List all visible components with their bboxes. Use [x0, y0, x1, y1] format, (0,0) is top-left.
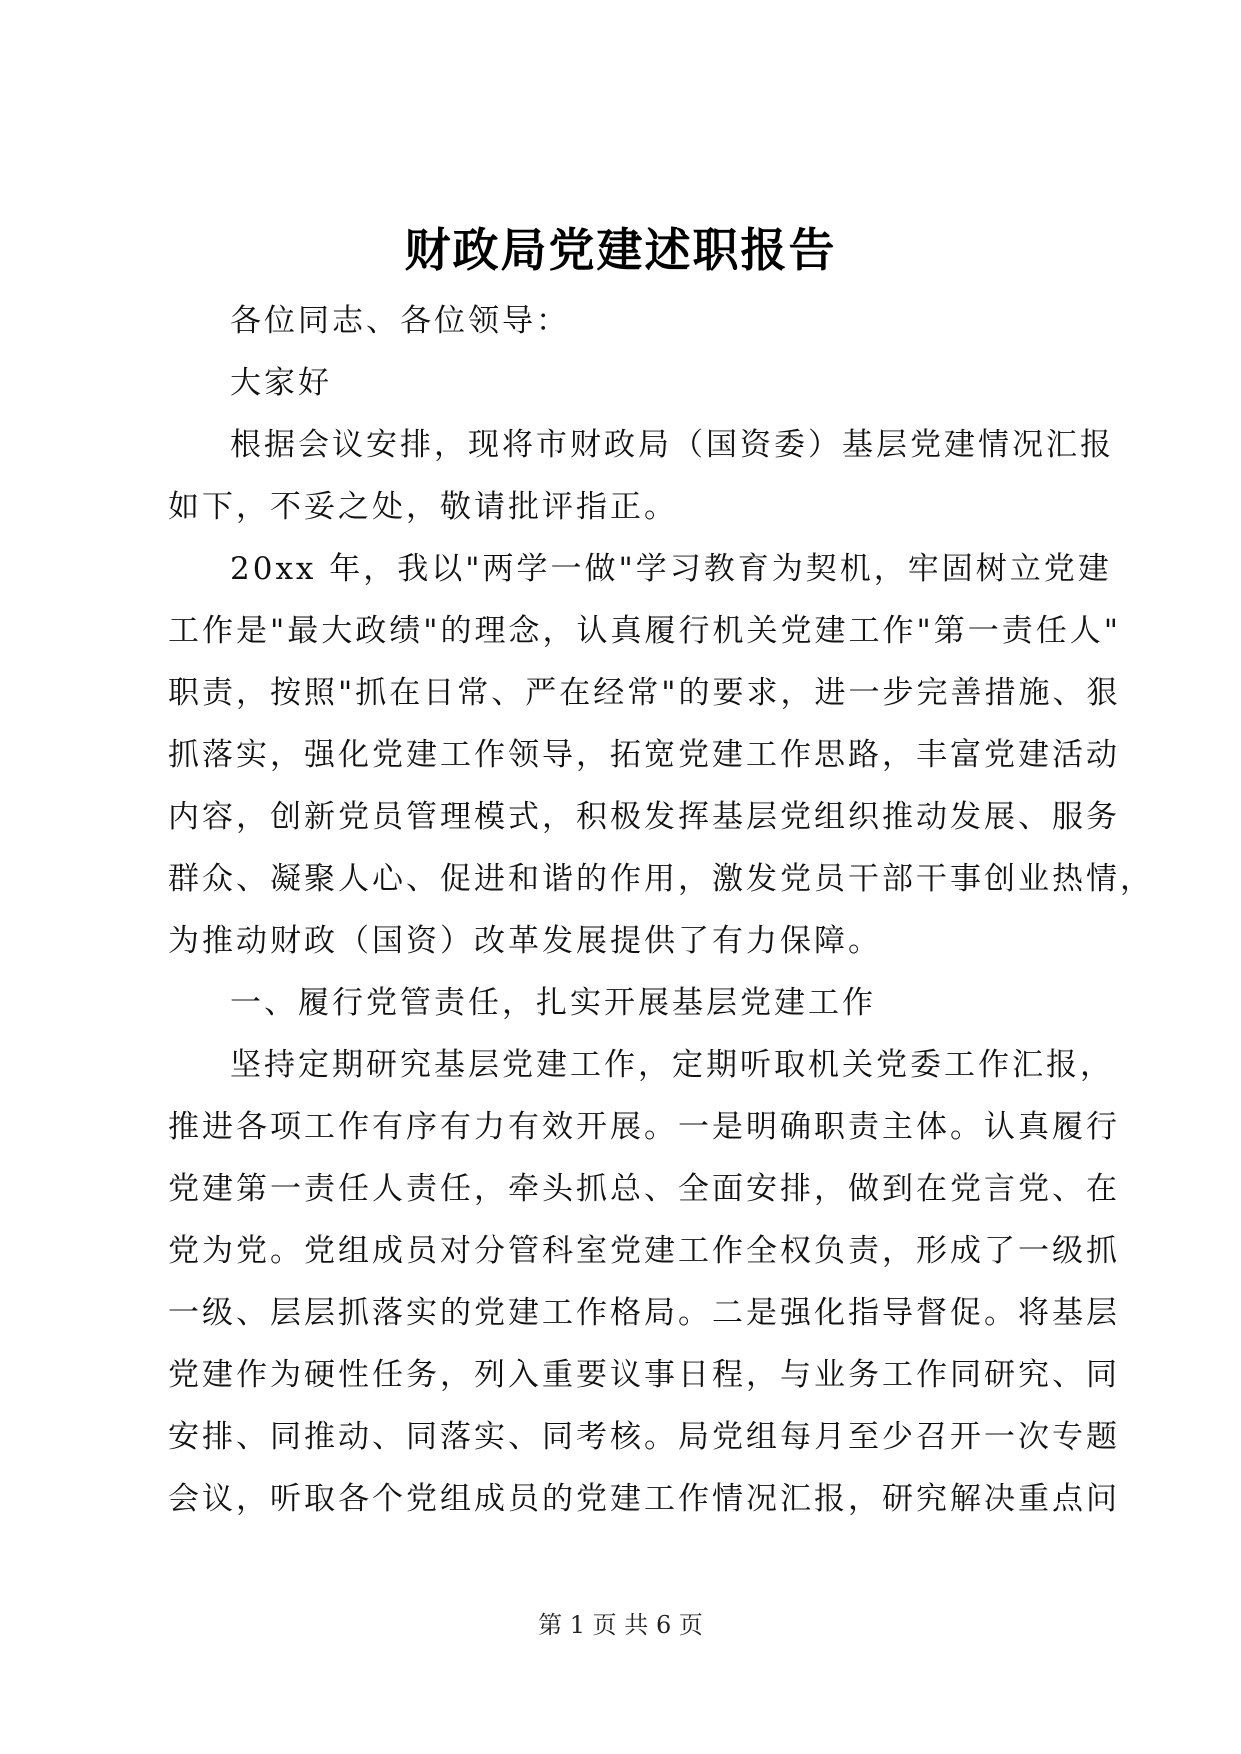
paragraph-line: 一、履行党管责任，扎实开展基层党建工作	[230, 985, 876, 1021]
page-footer: 第 1 页 共 6 页	[538, 1611, 703, 1639]
paragraph-line: 为推动财政（国资）改革发展提供了有力保障。	[168, 923, 882, 959]
paragraph-line: 一级、层层抓落实的党建工作格局。二是强化指导督促。将基层	[168, 1295, 1120, 1331]
document-title: 财政局党建述职报告	[404, 223, 837, 277]
paragraph-line: 党建作为硬性任务，列入重要议事日程，与业务工作同研究、同	[168, 1357, 1120, 1393]
paragraph-line: 工作是"最大政绩"的理念，认真履行机关党建工作"第一责任人"	[168, 613, 1122, 649]
paragraph-line: 大家好	[230, 365, 332, 401]
paragraph-line: 内容，创新党员管理模式，积极发挥基层党组织推动发展、服务	[168, 799, 1120, 835]
paragraph-line: 党为党。党组成员对分管科室党建工作全权负责，形成了一级抓	[168, 1233, 1120, 1269]
paragraph-line: 各位同志、各位领导：	[230, 303, 570, 339]
paragraph-line: 群众、凝聚人心、促进和谐的作用，激发党员干部干事创业热情，	[168, 861, 1154, 897]
paragraph-line: 会议，听取各个党组成员的党建工作情况汇报，研究解决重点问	[168, 1481, 1120, 1517]
paragraph-line: 党建第一责任人责任，牵头抓总、全面安排，做到在党言党、在	[168, 1171, 1120, 1207]
paragraph-line: 20xx 年，我以"两学一做"学习教育为契机，牢固树立党建	[230, 551, 1112, 587]
paragraph-line: 坚持定期研究基层党建工作，定期听取机关党委工作汇报，	[230, 1047, 1114, 1083]
paragraph-line: 抓落实，强化党建工作领导，拓宽党建工作思路，丰富党建活动	[168, 737, 1120, 773]
paragraph-line: 如下，不妥之处，敬请批评指正。	[168, 489, 678, 525]
document-body	[168, 290, 1154, 1530]
paragraph-line: 职责，按照"抓在日常、严在经常"的要求，进一步完善措施、狠	[168, 675, 1121, 711]
paragraph-line: 安排、同推动、同落实、同考核。局党组每月至少召开一次专题	[168, 1419, 1120, 1455]
paragraph-line: 根据会议安排，现将市财政局（国资委）基层党建情况汇报	[230, 427, 1114, 463]
paragraph-line: 推进各项工作有序有力有效开展。一是明确职责主体。认真履行	[168, 1109, 1120, 1145]
